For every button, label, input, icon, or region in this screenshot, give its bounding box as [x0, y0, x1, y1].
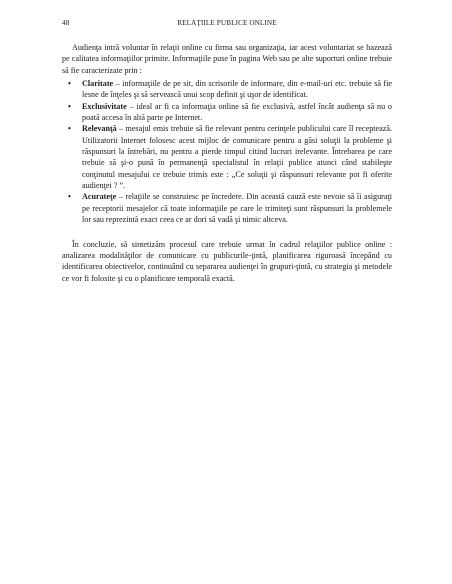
bullet-icon: •: [68, 101, 71, 111]
page-number: 48: [62, 19, 70, 27]
bullet-list: [62, 78, 392, 225]
bullet-item-relevanta: [62, 123, 392, 191]
body-text: [62, 42, 392, 284]
bullet-term: Exclusivitate: [82, 101, 127, 111]
paragraph-spacer: [62, 228, 392, 239]
bullet-text: – relaţiile se construiesc pe încredere. Din această cauză este nevoie să îi asiguraţi pe receptorii mesajelor că toate informaţiile pe care le trimiteţi sunt răspunsuri la problemele lor sau reprezintă exact ceea ce ar dori să vadă şi nimic altceva.: [82, 192, 392, 225]
bullet-icon: •: [68, 79, 71, 89]
conclusion-paragraph: În concluzie, să sintetizăm procesul care trebuie urmat în cadrul relaţiilor publice online : analizarea modalităţilor de comunicare cu publicurile-ţintă, planificarea riguroasă începând cu identificarea obiectivelor, continuând cu separarea audienţei în grupuri-ţintă, cu strategia şi metodele ce vor fi folosite şi cu o planificare temporală exactă.: [62, 239, 392, 283]
bullet-term: Claritate: [82, 79, 114, 89]
bullet-icon: •: [68, 124, 71, 134]
running-head: [62, 19, 392, 33]
running-title: RELAŢIILE PUBLICE ONLINE: [177, 19, 277, 27]
bullet-term: Acurateţe: [82, 192, 117, 202]
bullet-term: Relevanţă: [82, 124, 117, 134]
bullet-text: – ideal ar fi ca informaţia online să fie exclusivă, astfel încât audienţa să nu o poată accesa în altă parte pe Internet.: [82, 101, 392, 123]
bullet-item-acuratete: [62, 191, 392, 225]
bullet-item-exclusivitate: [62, 101, 392, 124]
intro-paragraph: Audienţa intră voluntar în relaţii online cu firma sau organizaţia, iar acest voluntariat se bazează pe calitatea informaţiilor primite. Informaţiile puse în pagina Web sau pe alte suporturi online trebuie să fie caracterizate prin :: [62, 43, 392, 75]
bullet-icon: •: [68, 192, 71, 202]
bullet-item-claritate: [62, 78, 392, 101]
bullet-text: – informaţiile de pe sit, din scrisorile de informare, din e-mail-uri etc. trebuie să fie lesne de înţeles şi să servească unui scop definit şi uşor de identificat.: [82, 79, 392, 100]
bullet-text: – mesajul emis trebuie să fie relevant pentru cerinţele publicului care îl receptează. Utilizatorii Internet folosesc acest mijloc de comunicare pentru a găsi soluţii la probleme şi răspunsuri la întrebări, nu pentru a pierde timpul citind lucruri irelevante. Întrebarea pe care trebuie să şi-o pună în permanenţă specialistul în relaţii publice atunci când stabileşte conţinutul mesajului ce trebuie trimis este : „Ce soluţii şi răspunsuri relevante pot fi oferite audienţei ? ”.: [82, 124, 392, 191]
